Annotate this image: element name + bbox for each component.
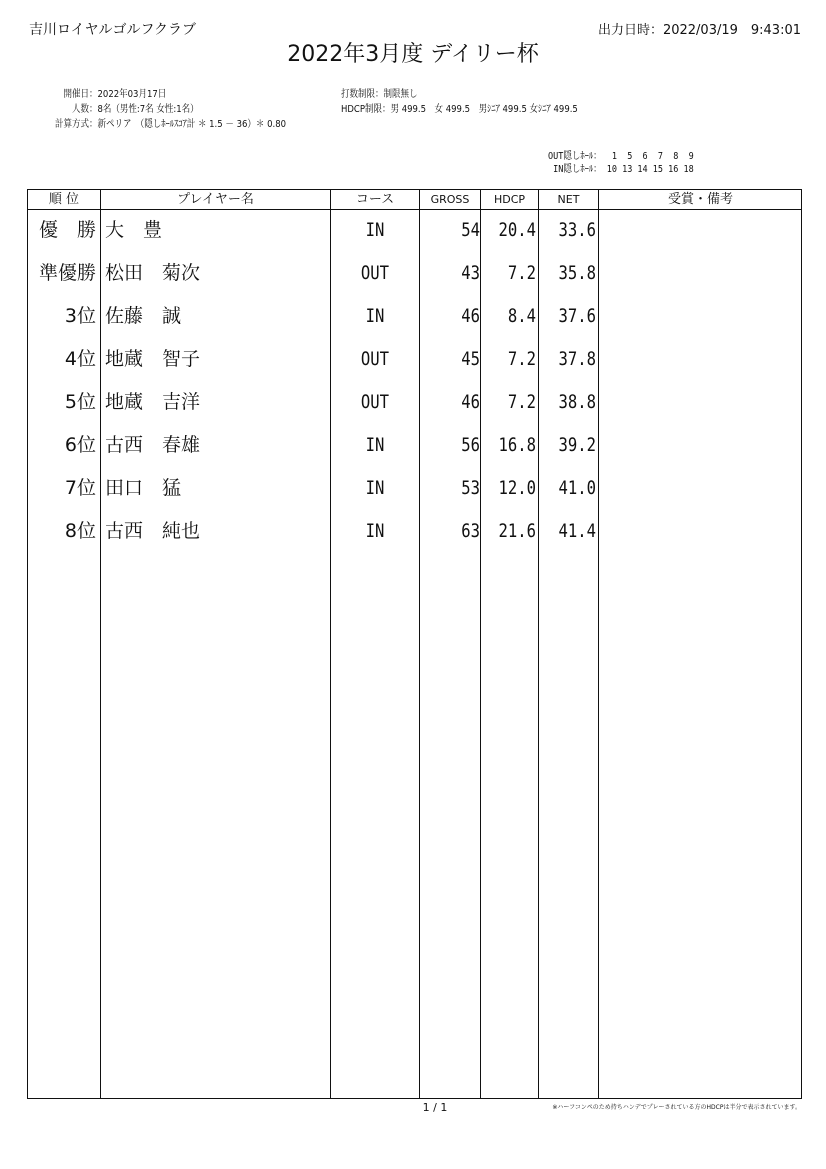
rank-cell: 5位 [64,391,96,413]
info-date [38,85,166,100]
hidden-holes-out: OUT隠しﾎｰﾙ： 1 5 6 7 8 9 [548,151,694,162]
printed-datetime: 出力日時：2022/03/19 9:43:01 [597,23,801,38]
net-cell: 38.8 [558,391,596,413]
table-row [28,510,801,553]
info-calc-label: 計算方式： [55,119,98,130]
gross-cell: 63 [461,520,480,542]
gross-cell: 46 [461,305,480,327]
table-row [28,338,801,381]
header-player: プレイヤー名 [177,192,254,207]
course-cell: OUT [360,348,390,370]
table-row [28,381,801,424]
hdcp-cell: 7.2 [507,391,536,413]
rank-cell: 7位 [64,477,96,499]
table-row [28,252,801,295]
course-cell: IN [365,305,385,327]
net-cell: 41.4 [558,520,596,542]
course-cell: OUT [360,391,390,413]
rank-cell: 8位 [64,520,96,542]
gross-cell: 43 [461,262,480,284]
header-gross: GROSS [430,193,470,206]
course-cell: IN [365,434,385,456]
player-cell: 古西 春雄 [105,434,201,456]
rank-cell: 準優勝 [38,262,96,284]
hdcp-cell: 16.8 [498,434,536,456]
hidden-holes-in: IN隠しﾎｰﾙ： 10 13 14 15 16 18 [548,164,694,175]
player-cell: 地蔵 吉洋 [105,391,201,413]
gross-cell: 56 [461,434,480,456]
info-players-value: 8名（男性:7名 女性:1名） [97,104,199,115]
hdcp-cell: 7.2 [507,262,536,284]
rank-cell: 6位 [64,434,96,456]
footnote: ※ハーフコンペのため持ちハンデでプレーされている方のHDCPは半分で表示されています。 [552,1104,801,1111]
header-remarks: 受賞・備考 [667,192,733,207]
gross-cell: 53 [461,477,480,499]
gross-cell: 54 [461,219,480,241]
course-cell: IN [365,520,385,542]
player-cell: 佐藤 誠 [105,305,182,327]
table-row [28,424,801,467]
hdcp-cell: 7.2 [507,348,536,370]
hdcp-cell: 21.6 [498,520,536,542]
info-calc-value: 新ペリア （隠しﾎｰﾙｽｺｱ計 ＊ 1.5 － 36）＊ 0.80 [97,119,287,130]
net-cell: 39.2 [558,434,596,456]
results-table [27,189,802,1099]
rank-cell: 優 勝 [38,219,96,241]
player-cell: 古西 純也 [105,520,201,542]
rank-cell: 4位 [64,348,96,370]
player-cell: 松田 菊次 [105,262,201,284]
info-players [38,100,199,115]
hdcp-cell: 12.0 [498,477,536,499]
header-rank: 順 位 [48,192,80,207]
info-date-value: 2022年03月17日 [97,89,167,100]
net-cell: 35.8 [558,262,596,284]
info-hdcp-limit: HDCP制限：男 499.5 女 499.5 男ｼﾆｱ 499.5 女ｼﾆｱ 499.5 [341,104,578,115]
header-net: NET [557,193,580,206]
table-row [28,295,801,338]
net-cell: 37.6 [558,305,596,327]
info-date-label: 開催日： [63,89,98,100]
net-cell: 37.8 [558,348,596,370]
net-cell: 41.0 [558,477,596,499]
hdcp-cell: 20.4 [498,219,536,241]
net-cell: 33.6 [558,219,596,241]
course-cell: IN [365,477,385,499]
info-players-label: 人数： [72,104,98,115]
table-row [28,209,801,252]
course-cell: IN [365,219,385,241]
page-title: 2022年3月度 デイリー杯 [287,42,539,67]
player-cell: 田口 猛 [105,477,182,499]
table-row [28,467,801,510]
header-course: コース [355,192,395,207]
player-cell: 大 豊 [105,219,163,241]
info-calc [38,115,286,130]
info-stroke-limit: 打数制限：制限無し [341,89,418,100]
page-number: 1 / 1 [422,1101,448,1114]
header-hdcp: HDCP [493,193,526,206]
hdcp-cell: 8.4 [507,305,536,327]
rank-cell: 3位 [64,305,96,327]
player-cell: 地蔵 智子 [105,348,201,370]
course-cell: OUT [360,262,390,284]
gross-cell: 46 [461,391,480,413]
club-name: 吉川ロイヤルゴルフクラブ [29,22,197,38]
gross-cell: 45 [461,348,480,370]
